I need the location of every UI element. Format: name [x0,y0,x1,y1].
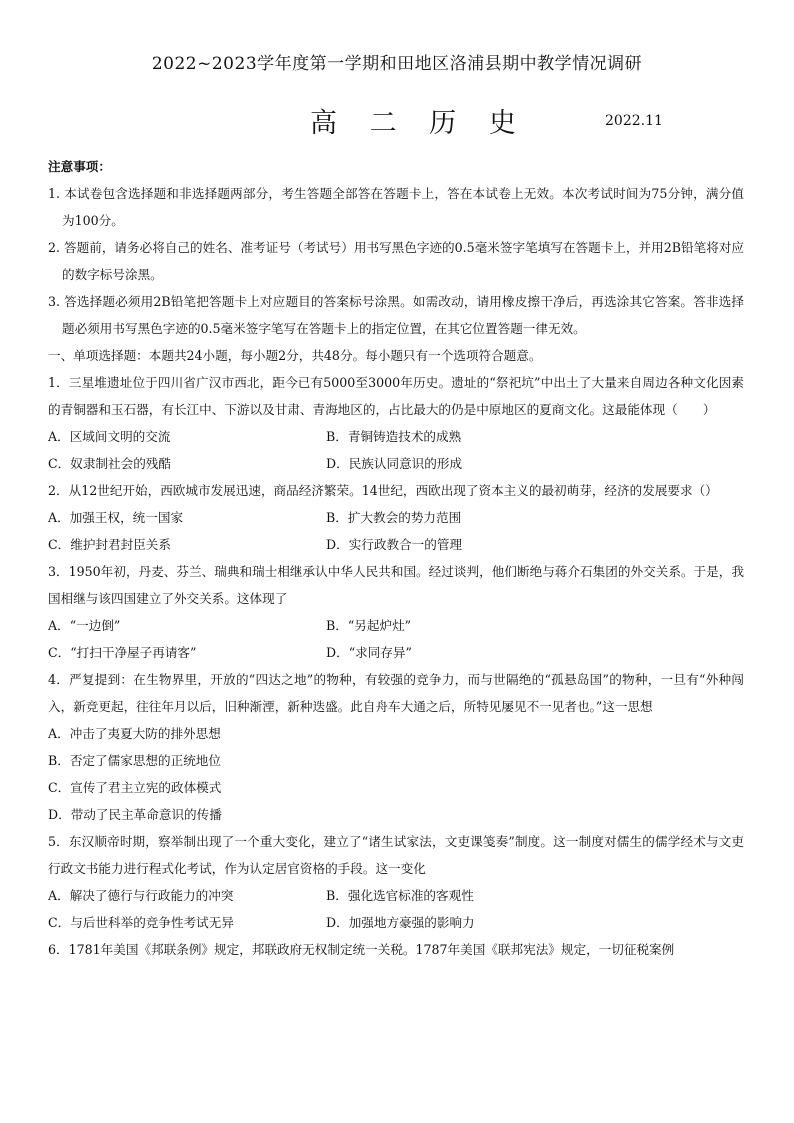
question-stem: 6．1781年美国《邦联条例》规定，邦联政府无权制定统一关税。1787年美国《联邦宪法》规定，一切征税案例 [48,942,675,957]
question-stem: 2．从12世纪开始，西欧城市发展迅速，商品经济繁荣。14世纪，西欧出现了资本主义的最初萌芽，经济的发展要求（） [48,483,718,498]
option-list [48,504,744,558]
notice-item-3: 3. 答选择题必须用2B铅笔把答题卡上对应题目的答案标号涂黑。如需改动，请用橡皮擦干净后，再选涂其它答案。答非选择题必须用书写黑色字迹的0.5毫米签字笔写在答题卡上的指定位置，在其它位置答题一律无效。 [48,294,744,336]
option-b: B．强化选官标准的客观性 [326,888,474,903]
option-b: B．扩大教会的势力范围 [326,510,462,525]
exam-date: 2022.11 [605,113,663,129]
option-b: B．青铜铸造技术的成熟 [326,429,462,444]
option-a: A．“一边倒” [48,618,121,633]
option-d: D．“求同存异” [326,645,412,660]
option-c: C．与后世科举的竞争性考试无异 [48,915,234,930]
question-3 [48,558,744,666]
question-stem: 3．1950年初，丹麦、芬兰、瑞典和瑞士相继承认中华人民共和国。经过谈判，他们断绝与蒋介石集团的外交关系。于是，我国相继与该四国建立了外交关系。这体现了 [48,564,744,606]
option-b: B．否定了儒家思想的正统地位 [48,753,221,768]
question-stem: 1．三星堆遗址位于四川省广汉市西北，距今已有5000至3000年历史。遗址的“祭祀坑”中出土了大量来自周边各种文化因素的青铜器和玉石器，有长江中、下游以及甘肃、青海地区的，占比最大的仍是中原地区的夏商文化。这最能体现（ ） [48,375,744,417]
question-stem: 5．东汉顺帝时期，察举制出现了一个重大变化，建立了“诸生试家法，文吏课笺奏”制度。这一制度对儒生的儒学经术与文吏行政文书能力进行程式化考试，作为认定居官资格的手段。这一变化 [48,834,744,876]
option-list [48,423,744,477]
exam-content [48,153,744,963]
option-list [48,882,744,936]
section-title: 一、单项选择题：本题共24小题，每小题2分，共48分。每小题只有一个选项符合题意。 [48,348,542,363]
option-c: C．奴隶制社会的残酷 [48,456,171,471]
question-4 [48,666,744,828]
question-6 [48,936,744,963]
notice-title: 注意事项： [48,159,111,174]
option-d: D．带动了民主革命意识的传播 [48,807,222,822]
question-2 [48,477,744,558]
notice-item-2: 2. 答题前，请务必将自己的姓名、准考证号（考试号）用书写黑色字迹的0.5毫米签字笔填写在答题卡上，并用2B铅笔将对应的数字标号涂黑。 [48,240,744,282]
option-d: D．民族认同意识的形成 [326,456,463,471]
option-c: C．“打扫干净屋子再请客” [48,645,197,660]
option-a: A．加强王权，统一国家 [48,510,184,525]
option-d: D．实行政教合一的管理 [326,537,463,552]
option-b: B．“另起炉灶” [326,618,412,633]
option-a: A．区域间文明的交流 [48,429,171,444]
notice-item-1: 1. 本试卷包含选择题和非选择题两部分，考生答题全部答在答题卡上，答在本试卷上无效。本次考试时间为75分钟，满分值为100分。 [48,186,744,228]
option-list [48,612,744,666]
option-list [48,720,744,828]
option-c: C．维护封君封臣关系 [48,537,171,552]
exam-title: 2022~2023学年度第一学期和田地区洛浦县期中教学情况调研 [151,54,643,74]
question-stem: 4．严复提到：在生物界里，开放的“四达之地”的物种，有较强的竞争力，而与世隔绝的“孤悬岛国”的物种，一旦有“外种闯入，新竞更起，往往年月以后，旧种渐湮，新种迭盛。此自舟车大通之后，所特见屡见不一见者也。”这一思想 [48,672,744,714]
subject-title: 高 二 历 史 [310,108,528,139]
question-1 [48,369,744,477]
option-a: A．冲击了夷夏大防的排外思想 [48,726,221,741]
question-5 [48,828,744,936]
option-c: C．宣传了君主立宪的政体模式 [48,780,222,795]
option-a: A．解决了德行与行政能力的冲突 [48,888,234,903]
option-d: D．加强地方豪强的影响力 [326,915,475,930]
